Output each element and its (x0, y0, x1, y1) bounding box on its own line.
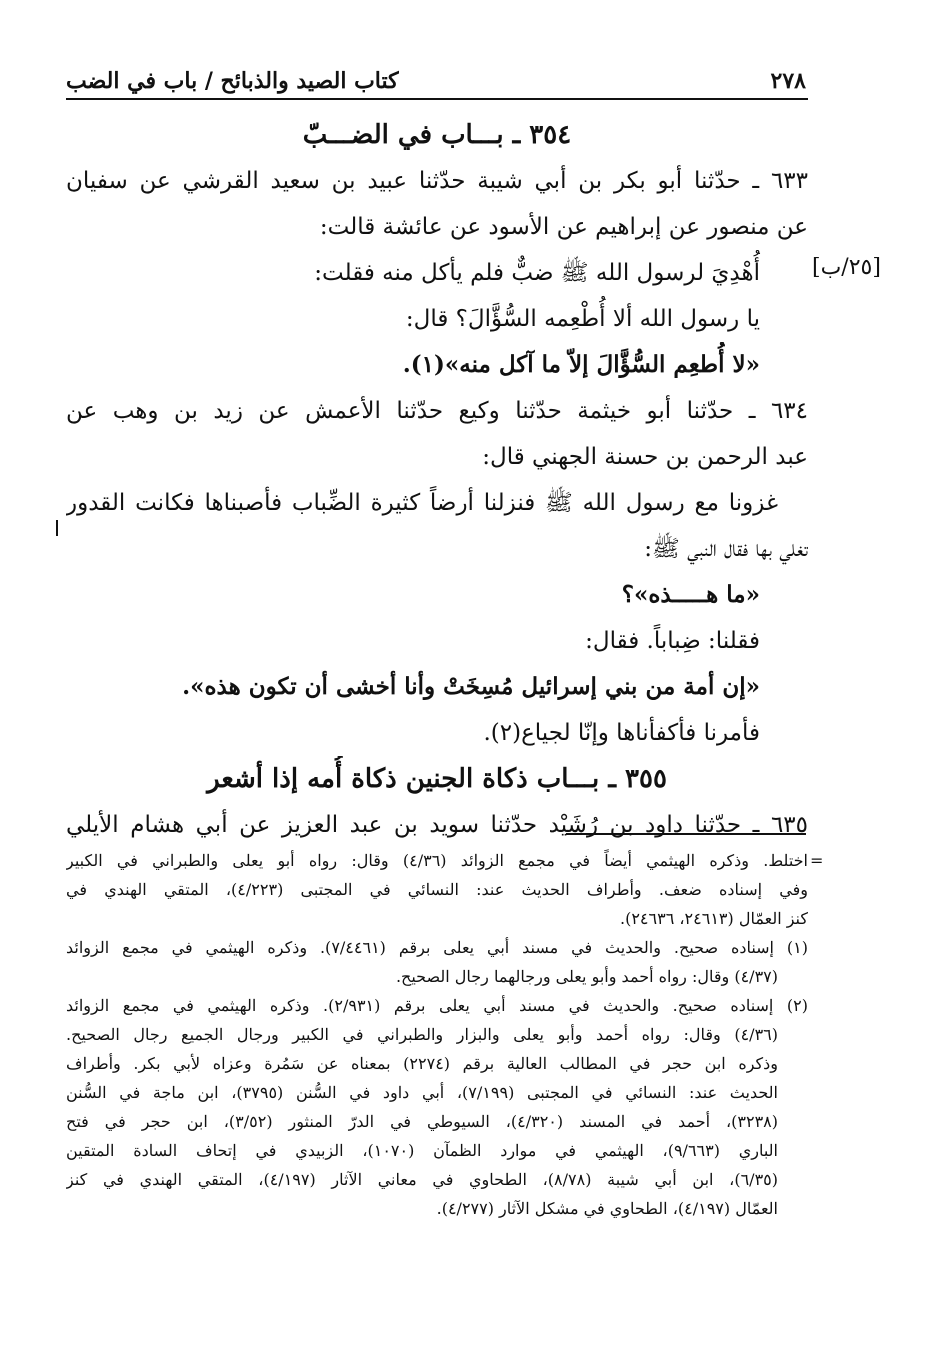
footnote-2: (٢) إسناده صحيح. والحديث في مسند أبي يعلى برقم (٢/٩٣١). وذكره الهيثمي في مجمع الزوائد (66, 996, 808, 1015)
hadith-633-text: أُهْدِيَ لرسول الله ﷺ ضبٌّ فلم يأكل منه فقلت: (314, 260, 760, 286)
footnote-line: وذكره ابن حجر في المطالب العالية برقم (٢٢٧٤) بمعناه عن سَمُرة وعزاه لأبي بكر. وأطراف (66, 1054, 779, 1073)
hadith-633-isnad-cont: عن منصور عن إبراهيم عن الأسود عن عائشة قالت: (319, 214, 808, 240)
footnotes (66, 846, 808, 1223)
hadith-633-isnad: ٦٣٣ ـ حدّثنا أبو بكر بن أبي شيبة حدّثنا عبيد بن سعيد القرشي عن سفيان (66, 168, 808, 194)
chapter-heading: ٣٥٤ ـ بـــاب في الضـــبّ (302, 120, 572, 150)
hadith-633-prophetic-saying: «لا أُطعِم السُّؤَّالَ إلاّ ما آكل منه»(١). (402, 351, 760, 378)
footnote-line: (٤/٣٧) وقال: رواه أحمد وأبو يعلى ورجالهما رجال الصحيح. (395, 967, 778, 986)
main-text (66, 112, 808, 848)
footnote-1: (١) إسناده صحيح. والحديث في مسند أبي يعلى برقم (٧/٤٤٦١). وذكره الهيثمي في مجمع الزوائد (66, 938, 808, 957)
footnote-line: العمّال (٤/١٩٧)، الطحاوي في مشكل الآثار (٤/٢٧٧). (436, 1199, 778, 1218)
footnote-line: (٣٢٣٨)، أحمد في المسند (٤/٣٢٠)، السيوطي في الدرّ المنثور (٣/٥٢)، ابن حجر في فتح (66, 1112, 779, 1131)
margin-mark (56, 520, 58, 536)
footnote-line: الباري (٩/٦٦٣)، الهيثمي في موارد الظمآن (١٠٧٠)، الزبيدي في إتحاف السادة المتقين (66, 1141, 778, 1160)
hadith-633-text: يا رسول الله ألا أُطْعِمه السُّؤَّالَ؟ قال: (405, 306, 760, 332)
footnote-divider (566, 833, 806, 835)
hadith-634-text: تغلي بها فقال النبي ﷺ: (644, 536, 808, 562)
chapter-heading: ٣٥٥ ـ بـــاب ذكاة الجنين ذكاة أُمه إذا أشعر (207, 764, 667, 794)
hadith-634-text: فأمرنا فأكفأناها وإنّا لجياع(٢). (483, 720, 760, 746)
header-divider (66, 98, 808, 100)
page-number: ٢٧٨ (770, 68, 806, 94)
footnote-continuation-mark: = (810, 851, 824, 870)
footnote-line: الحديث عند: النسائي في المجتبى (٧/١٩٩)، أبي داود في السُّنن (٣٧٩٥)، ابن ماجة في السُّنن (66, 1083, 778, 1102)
footnote-line: كنز العمّال (٢٤٦١٣، ٢٤٦٣٦). (620, 909, 808, 928)
hadith-634-prophetic-saying: «إن أمة من بني إسرائيل مُسِخَتْ وأنا أخشى أن تكون هذه». (182, 673, 760, 700)
running-title: كتاب الصيد والذبائح / باب في الضب (66, 68, 399, 94)
hadith-635-isnad: ٦٣٥ ـ حدّثنا داود بن رُشَيْد حدّثنا سويد بن عبد العزيز عن أبي هشام الأيلي (66, 812, 808, 838)
footnote-line: اختلط. وذكره الهيثمي أيضاً في مجمع الزوائد (٤/٣٦) وقال: رواه أبو يعلى والطبراني في الكبير (66, 851, 808, 870)
footnote-line: (٤/٣٦) وقال: رواه أحمد وأبو يعلى والبزار والطبراني في الكبير ورجال الجميع رجال الصحيح. (66, 1025, 778, 1044)
page-header (66, 58, 806, 94)
hadith-634-prophetic-saying: «ما هـــــذه»؟ (621, 581, 760, 608)
hadith-634-text: غزونا مع رسول الله ﷺ فنزلنا أرضاً كثيرة الضِّباب فأصبناها فكانت القدور (66, 490, 778, 516)
hadith-634-isnad: ٦٣٤ ـ حدّثنا أبو خيثمة حدّثنا وكيع حدّثنا الأعمش عن زيد بن وهب عن (66, 398, 808, 424)
footnote-line: (٦/٣٥)، ابن أبي شيبة (٨/٧٨)، الطحاوي في معاني الآثار (٤/١٩٧)، المتقي الهندي في كنز (66, 1170, 778, 1189)
footnote-line: وفي إسناده ضعف. وأطراف الحديث عند: النسائي في المجتبى (٤/٢٢٣)، المتقي الهندي في (66, 880, 808, 899)
manuscript-folio-reference: [٢٥/ب] (812, 255, 881, 280)
hadith-634-text: فقلنا: ضِباباً. فقال: (585, 628, 760, 654)
hadith-634-isnad-cont: عبد الرحمن بن حسنة الجهني قال: (482, 444, 808, 470)
